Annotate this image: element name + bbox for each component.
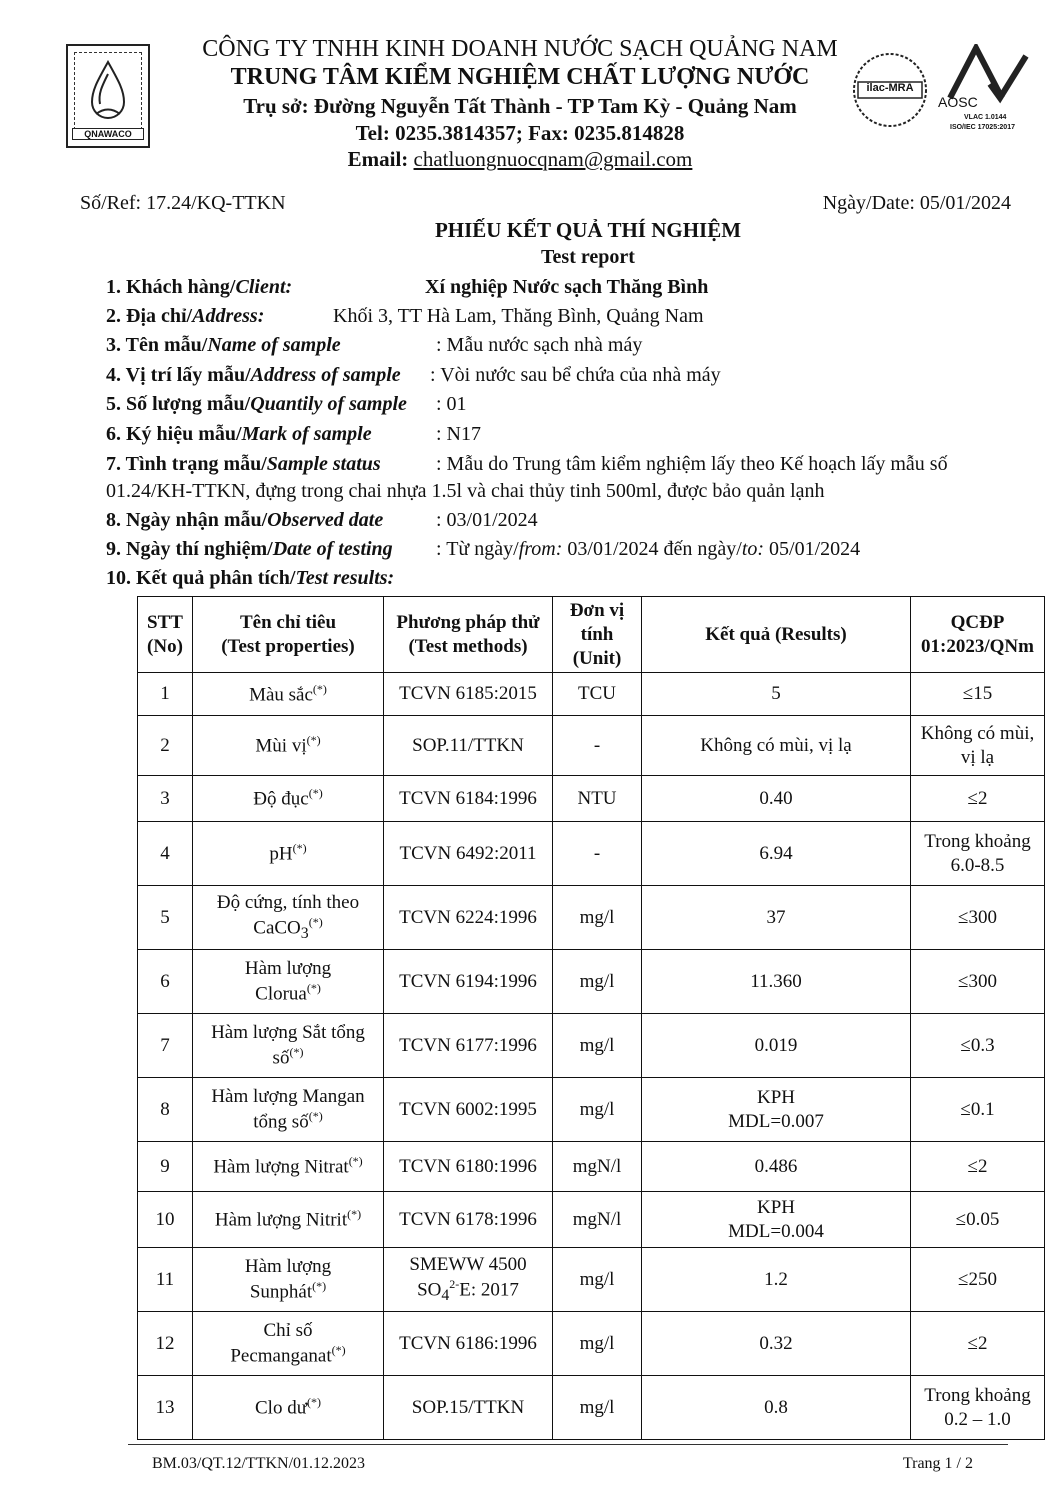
sample-name-label: 3. Tên mẫu/ [106, 334, 208, 356]
water-drop-icon [88, 60, 128, 122]
center-name: TRUNG TÂM KIỂM NGHIỆM CHẤT LƯỢNG NƯỚC [230, 64, 810, 90]
aosc-text: AOSC [938, 94, 978, 110]
results-table [137, 596, 1045, 1440]
sample-qty-label: 5. Số lượng mẫu/ [106, 393, 251, 415]
col-unit: Đơn vị tính (Unit) [553, 597, 642, 673]
col-name: Tên chỉ tiêu (Test properties) [193, 597, 384, 673]
center-address: Trụ sở: Đường Nguyễn Tất Thành - TP Tam Kỳ - Quảng Nam [243, 94, 797, 118]
table-row: 2 Mùi vị(*) SOP.11/TTKN - Không có mùi, vị lạ Không có mùi, vị lạ [138, 716, 1045, 776]
table-row: 6 Hàm lượng Clorua(*) TCVN 6194:1996 mg/l 11.360 ≤300 [138, 950, 1045, 1014]
report-ref: Số/Ref: 17.24/KQ-TTKN [80, 192, 286, 214]
client-label-en: Client: [235, 276, 293, 298]
report-title: PHIẾU KẾT QUẢ THÍ NGHIỆM [434, 218, 742, 242]
table-row: 9 Hàm lượng Nitrat(*) TCVN 6180:1996 mgN/l 0.486 ≤2 [138, 1142, 1045, 1192]
table-row: 7 Hàm lượng Sắt tổng số(*) TCVN 6177:1996 mg/l 0.019 ≤0.3 [138, 1014, 1045, 1078]
client-line [106, 276, 292, 299]
table-row: 5 Độ cứng, tính theo CaCO$_3$(*) TCVN 6224:1996 mg/l 37 ≤300 [138, 886, 1045, 950]
form-code: BM.03/QT.12/TTKN/01.12.2023 [152, 1455, 366, 1472]
table-row: 3 Độ đục(*) TCVN 6184:1996 NTU 0.40 ≤2 [138, 776, 1045, 822]
sample-mark-label-en: Mark of sample [241, 423, 372, 445]
email-label: Email: [347, 147, 409, 171]
sample-location-label: 4. Vị trí lấy mẫu/ [106, 364, 251, 386]
center-phone: Tel: 0235.3814357; Fax: 0235.814828 [355, 121, 685, 145]
testing-date-label-en: Date of testing [272, 538, 393, 560]
col-stt: STT (No) [138, 597, 193, 673]
table-row: 13 Clo dư(*) SOP.15/TTKN mg/l 0.8 Trong khoảng 0.2 – 1.0 [138, 1376, 1045, 1440]
table-row: 10 Hàm lượng Nitrit(*) TCVN 6178:1996 mgN/l KPH MDL=0.004 ≤0.05 [138, 1192, 1045, 1248]
sample-status-label: 7. Tình trạng mẫu/ [106, 453, 267, 475]
address-value: Khối 3, TT Hà Lam, Thăng Bình, Quảng Nam [333, 305, 704, 327]
results-label: 10. Kết quả phân tích/ [106, 567, 296, 589]
table-header-row [138, 597, 1045, 673]
received-date-line [106, 509, 383, 532]
testing-date-label: 9. Ngày thí nghiệm/ [106, 538, 273, 560]
address-label: 2. Địa chỉ/ [106, 305, 193, 327]
received-date-value: : 03/01/2024 [436, 509, 538, 531]
footer-rule [128, 1444, 1008, 1445]
results-heading [106, 567, 394, 590]
sample-status-value: : Mẫu do Trung tâm kiểm nghiệm lấy theo Kế hoạch lấy mẫu số [436, 453, 948, 475]
sample-mark-label: 6. Ký hiệu mẫu/ [106, 423, 242, 445]
received-date-label-en: Observed date [267, 509, 384, 531]
testing-date-line [106, 538, 393, 561]
client-value: Xí nghiệp Nước sạch Thăng Bình [425, 276, 709, 298]
ilac-text: ilac-MRA [866, 82, 914, 94]
sample-location-line [106, 364, 401, 387]
sample-name-label-en: Name of sample [207, 334, 341, 356]
sample-mark-line [106, 423, 372, 446]
sample-name-line [106, 334, 341, 357]
page-number: Trang 1 / 2 [902, 1455, 973, 1472]
sample-qty-value: : 01 [436, 393, 467, 415]
sample-status-label-en: Sample status [266, 453, 381, 475]
testing-to-date: 05/01/2024 [764, 538, 861, 560]
client-label: 1. Khách hàng/ [106, 276, 236, 298]
testing-from-en: from: [518, 538, 563, 560]
table-row: 4 pH(*) TCVN 6492:2011 - 6.94 Trong khoảng 6.0-8.5 [138, 822, 1045, 886]
sample-status-line [106, 453, 381, 476]
email-link[interactable]: chatluongnuocqnam@gmail.com [413, 147, 693, 171]
testing-to-en: to: [741, 538, 765, 560]
iso-text: ISO/IEC 17025:2017 [950, 124, 1015, 131]
sample-mark-value: : N17 [436, 423, 481, 445]
col-result: Kết quả (Results) [642, 597, 911, 673]
testing-from-prefix: : Từ ngày/ [436, 538, 519, 560]
sample-location-label-en: Address of sample [250, 364, 401, 386]
received-date-label: 8. Ngày nhận mẫu/ [106, 509, 268, 531]
vlac-text: VLAC 1.0144 [964, 114, 1007, 121]
report-title-en: Test report [541, 246, 635, 268]
report-date: Ngày/Date: 05/01/2024 [822, 192, 1011, 214]
col-standard: QCĐP 01:2023/QNm [911, 597, 1045, 673]
sample-qty-label-en: Quantily of sample [250, 393, 407, 415]
results-label-en: Test results: [295, 567, 395, 589]
sample-qty-line [106, 393, 407, 416]
sample-name-value: : Mẫu nước sạch nhà máy [436, 334, 643, 356]
testing-date-value [436, 538, 860, 561]
logo-caption: QNAWACO [72, 128, 144, 140]
col-method: Phương pháp thử (Test methods) [384, 597, 553, 673]
sample-location-value: : Vòi nước sau bể chứa của nhà máy [430, 364, 721, 386]
table-row: 8 Hàm lượng Mangan tổng số(*) TCVN 6002:1995 mg/l KPH MDL=0.007 ≤0.1 [138, 1078, 1045, 1142]
address-label-en: Address: [192, 305, 265, 327]
company-name: CÔNG TY TNHH KINH DOANH NƯỚC SẠCH QUẢNG NAM [202, 36, 838, 62]
table-row: 12 Chỉ số Pecmanganat(*) TCVN 6186:1996 mg/l 0.32 ≤2 [138, 1312, 1045, 1376]
table-row: 11 Hàm lượng Sunphát(*) SMEWW 4500 $SO_4^{2-}E$: 2017 mg/l 1.2 ≤250 [138, 1248, 1045, 1312]
address-line [106, 305, 264, 328]
sample-status-value-2: 01.24/KH-TTKN, đựng trong chai nhựa 1.5l và chai thủy tinh 500ml, được bảo quản lạnh [106, 480, 825, 502]
testing-to-prefix: 03/01/2024 đến ngày/ [562, 538, 742, 560]
table-row: 1 Màu sắc(*) TCVN 6185:2015 TCU 5 ≤15 [138, 673, 1045, 716]
center-email [150, 147, 890, 172]
company-logo [66, 44, 150, 148]
